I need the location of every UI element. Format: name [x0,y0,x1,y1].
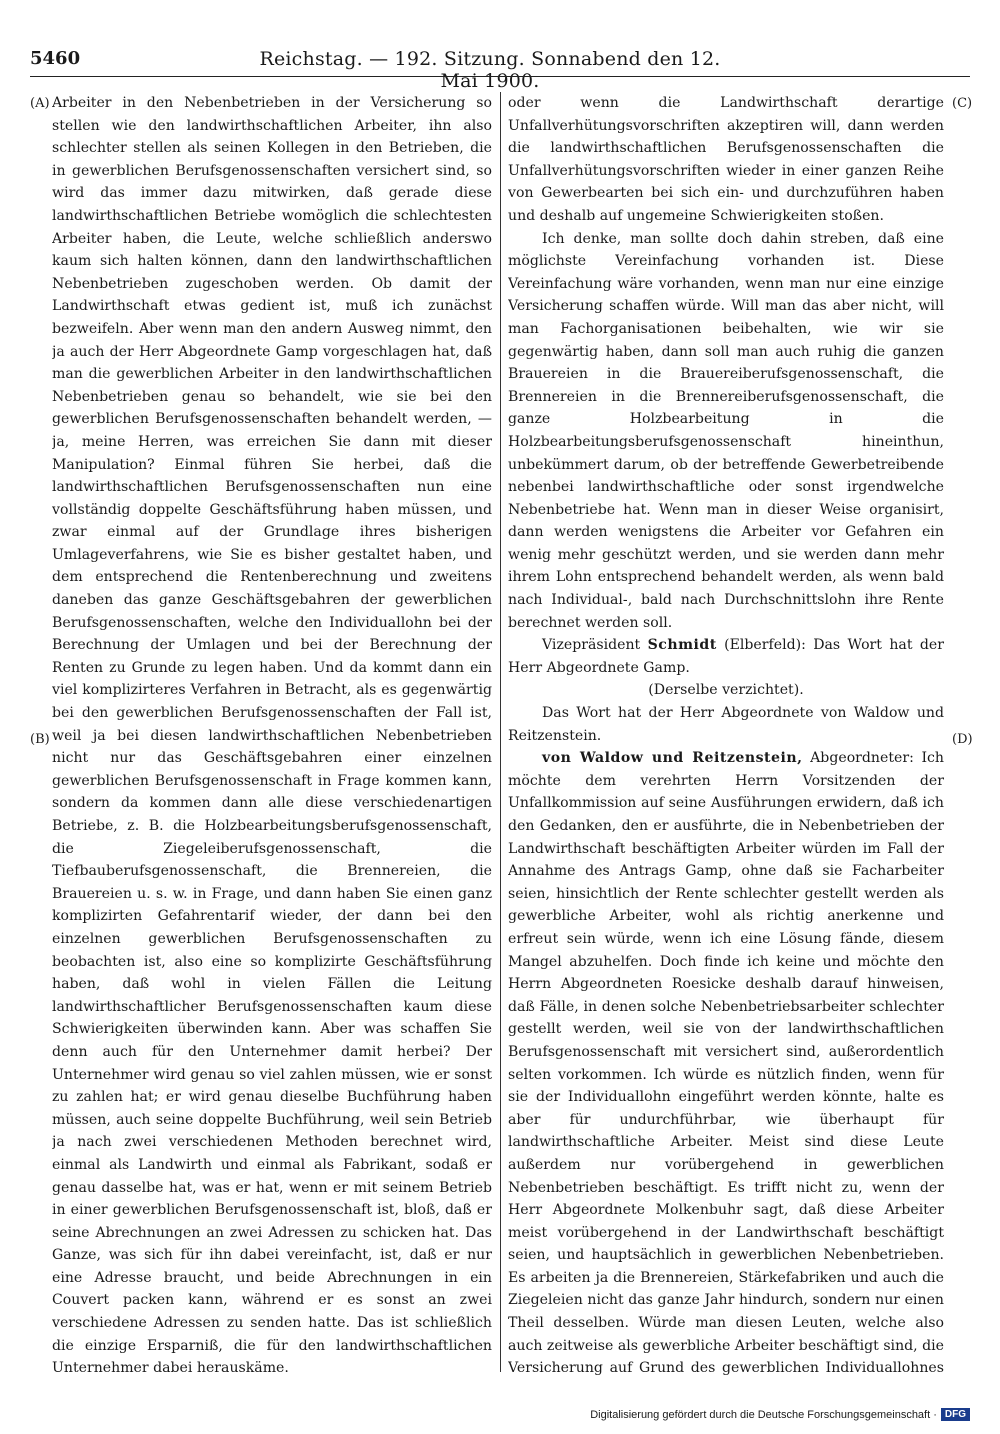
paragraph [52,1380,492,1382]
dfg-logo: DFG [941,1408,970,1421]
paragraph: Arbeiter in den Nebenbetrieben in der Versicherung so stellen wie den landwirthschaftlichen Arbeiter, ihn also schlechter stellen als seinen Kollegen in den Betrieben, die in gewerblichen Berufsgenossenschaften versichert sind, so wird das immer dazu mitwirken, daß gerade diese landwirthschaftlichen Betriebe womöglich die schlechtesten Arbeiter haben, die Leute, welche schließlich anderswo kaum sich halten können, dann den landwirthschaftlichen Nebenbetrieben zugeschoben werden. Ob damit der Landwirthschaft etwas gedient ist, muß ich zunächst bezweifeln. Aber wenn man den andern Ausweg nimmt, den ja auch der Herr Abgeordnete Gamp vorgeschlagen hat, daß man die gewerblichen Arbeiter in den landwirthschaftlichen Nebenbetrieben genau so behandelt, wie sie bei den gewerblichen Berufsgenossenschaften behandelt werden, — ja, meine Herren, was erreichen Sie dann mit dieser Manipulation? Einmal führen Sie herbei, daß die landwirthschaftlichen Berufsgenossenschaften nun eine vollständig doppelte Geschäftsführung haben müssen, und zwar einmal auf der Grundlage ihres bisherigen Umlageverfahrens, wie Sie es bisher gestaltet haben, und dem entsprechend die Rentenberechnung und zweitens daneben das ganze Geschäftsgebahren der gewerblichen Berufsgenossenschaften, welche den Individuallohn bei der Berechnung der Umlagen und bei der Berechnung der Renten zu Grunde zu legen haben. Und da kommt dann ein viel komplizirteres Verfahren in Betracht, als es gegenwärtig bei den gewerblichen Berufsgenossenschaften der Fall ist, weil ja bei diesen landwirthschaftlichen Nebenbetrieben nicht nur das Geschäftsgebahren einer einzelnen gewerblichen Berufsgenossenschaft in Frage kommen kann, sondern da kommen dann alle diese verschiedenartigen Betriebe, z. B. die Holzbearbeitungsberufsgenossenschaft, die Ziegeleiberufsgenossenschaft, die Tiefbauberufsgenossenschaft, die Brennereien, die Brauereien u. s. w. in Frage, und dann haben Sie einen ganz komplizirten Gefahrentarif wieder, der dann bei den einzelnen gewerblichen Berufsgenossenschaften zu beobachten ist, also eine so komplizirte Geschäftsführung haben, daß wohl in vielen Fällen die Leitung landwirthschaftlicher Berufsgenossenschaften kaum diese Schwierigkeiten überwinden kann. Aber was schaffen Sie denn auch für den Unternehmer damit herbei? Der Unternehmer wird genau so viel zahlen müssen, wie er sonst zu zahlen hat; er wird genau dieselbe Buchführung haben müssen, auch seine doppelte Buchführung, weil sein Betrieb ja nach zwei verschiedenen Methoden berechnet wird, einmal als Landwirth und einmal als Fabrikant, sodaß er genau dasselbe hat, was er hat, wenn er mit seinem Betrieb in einer gewerblichen Berufsgenossenschaft ist, bloß, daß er seine Abrechnungen an zwei Adressen zu schicken hat. Das Ganze, was sich für ihn dabei vereinfacht, ist, daß er nur eine Adresse braucht, und beide Abrechnungen in ein Couvert packen kann, während er es sonst an zwei verschiedene Adressen zu senden hatte. Das ist schließlich die einzige Ersparniß, die für den landwirthschaftlichen Unternehmer dabei herauskäme. [52,95,492,1377]
speaker-paragraph: Vizepräsident Schmidt (Elberfeld): Das Wort hat der Herr Abgeordnete Gamp. [508,637,944,676]
margin-mark-d: (D) [952,732,973,747]
margin-mark-a: (A) [30,96,50,111]
paragraph: Ich denke, man sollte doch dahin streben, daß eine möglichste Vereinfachung vorhanden ist. Diese Vereinfachung wäre vorhanden, wenn man nur eine einzige Versicherung schaffen würde. Will man das aber nicht, will man Fachorganisationen beibehalten, wie wir sie gegenwärtig haben, dann soll man auch ruhig die ganzen Brauereien in die Brauereiberufsgenossenschaft, die Brennereien in die Brennereiberufsgenossenschaft, die ganze Holzbearbeitung in die Holzbearbeitungsberufsgenossenschaft hineinthun, unbekümmert darum, ob der betreffende Gewerbetreibende nebenbei landwirthschaftliche oder sonst irgendwelche Nebenbetriebe hat. Wenn man in dieser Weise organisirt, dann werden wenigstens die Arbeiter vor Gefahren ein wenig mehr geschützt werden, und sie werden dann mehr ihrem Lohn entsprechend behandelt werden, als wenn bald nach Individual-, bald nach Durchschnittslohn ihre Rente berechnet werden soll. [508,230,944,631]
speaker-name: von Waldow und Reitzenstein, [542,750,803,767]
footer-credit-text: Digitalisierung gefördert durch die Deutsche Forschungsgemeinschaft · [590,1408,937,1421]
speaker-name: Schmidt [647,637,717,654]
speech-text: Abgeordneter: Ich möchte dem verehrten Herrn Vorsitzenden der Unfallkommission auf seine Ausführungen erwidern, daß ich den Gedanken, den er ausführte, die in Nebenbetrieben der Landwirthschaft beschäftigten Arbeiter würden im Fall der Annahme des Antrags Gamp, ohne daß sie Facharbeiter seien, hinsichtlich der Rente schlechter gestellt werden als gewerbliche Arbeiter, wohl als richtig anerkenne und erfreut sein würde, wenn ich eine Lösung fände, diesem Mangel abzuhelfen. Doch finde ich keine und möchte den Herrn Abgeordneten Roesicke deshalb darauf hinweisen, daß Fälle, in denen solche Nebenbetriebsarbeiter schlechter gestellt werden, weil sie von der landwirthschaftlichen Berufsgenossenschaft mit versichert sind, außerordentlich selten vorkommen. Ich würde es nützlich finden, wenn für sie der Individuallohn eingeführt werden könnte, halte es aber für undurchführbar, wie überhaupt für landwirthschaftliche Arbeiter. Meist sind diese Leute außerdem nur vorübergehend in gewerblichen Nebenbetrieben beschäftigt. Es trifft nicht zu, wenn der Herr Abgeordnete Molkenbuhr sagt, daß diese Arbeiter meist vorübergehend in der Landwirthschaft beschäftigt seien, und hauptsächlich in gewerblichen Nebenbetrieben. Es arbeiten ja die Brennereien, Stärkefabriken und auch die Ziegeleien nicht das ganze Jahr hindurch, sondern nur einen Theil desselben. Würde man diesen Leuten, welche also auch zeitweise als gewerbliche Arbeiter beschäftigt sind, die Versicherung auf Grund des gewerblichen Individuallohnes [508,750,944,1377]
paragraph: oder wenn die Landwirthschaft derartige Unfallverhütungsvorschriften akzeptiren will, dann werden die landwirthschaftlichen Berufsgenossenschaften die Unfallverhütungsvorschriften wieder in einer ganzen Reihe von Gewerbearten bei sich ein- und durchzuführen haben und deshalb auf ungemeine Schwierigkeiten stoßen. [508,95,944,224]
page-number: 5460 [30,48,81,69]
right-column [508,92,944,1382]
column-divider [500,92,501,1372]
header-rule [30,76,970,77]
footer-credit [590,1408,970,1421]
running-head: Reichstag. — 192. Sitzung. Sonnabend den 12. Mai 1900. [259,48,721,92]
paragraph: Das Wort hat der Herr Abgeordnete von Waldow und Reitzenstein. [508,705,944,744]
left-column [52,92,492,1382]
margin-mark-b: (B) [30,732,50,747]
margin-mark-c: (C) [952,96,973,111]
speech-paragraph [508,747,944,1382]
stage-direction: (Derselbe verzichtet). [648,682,804,699]
